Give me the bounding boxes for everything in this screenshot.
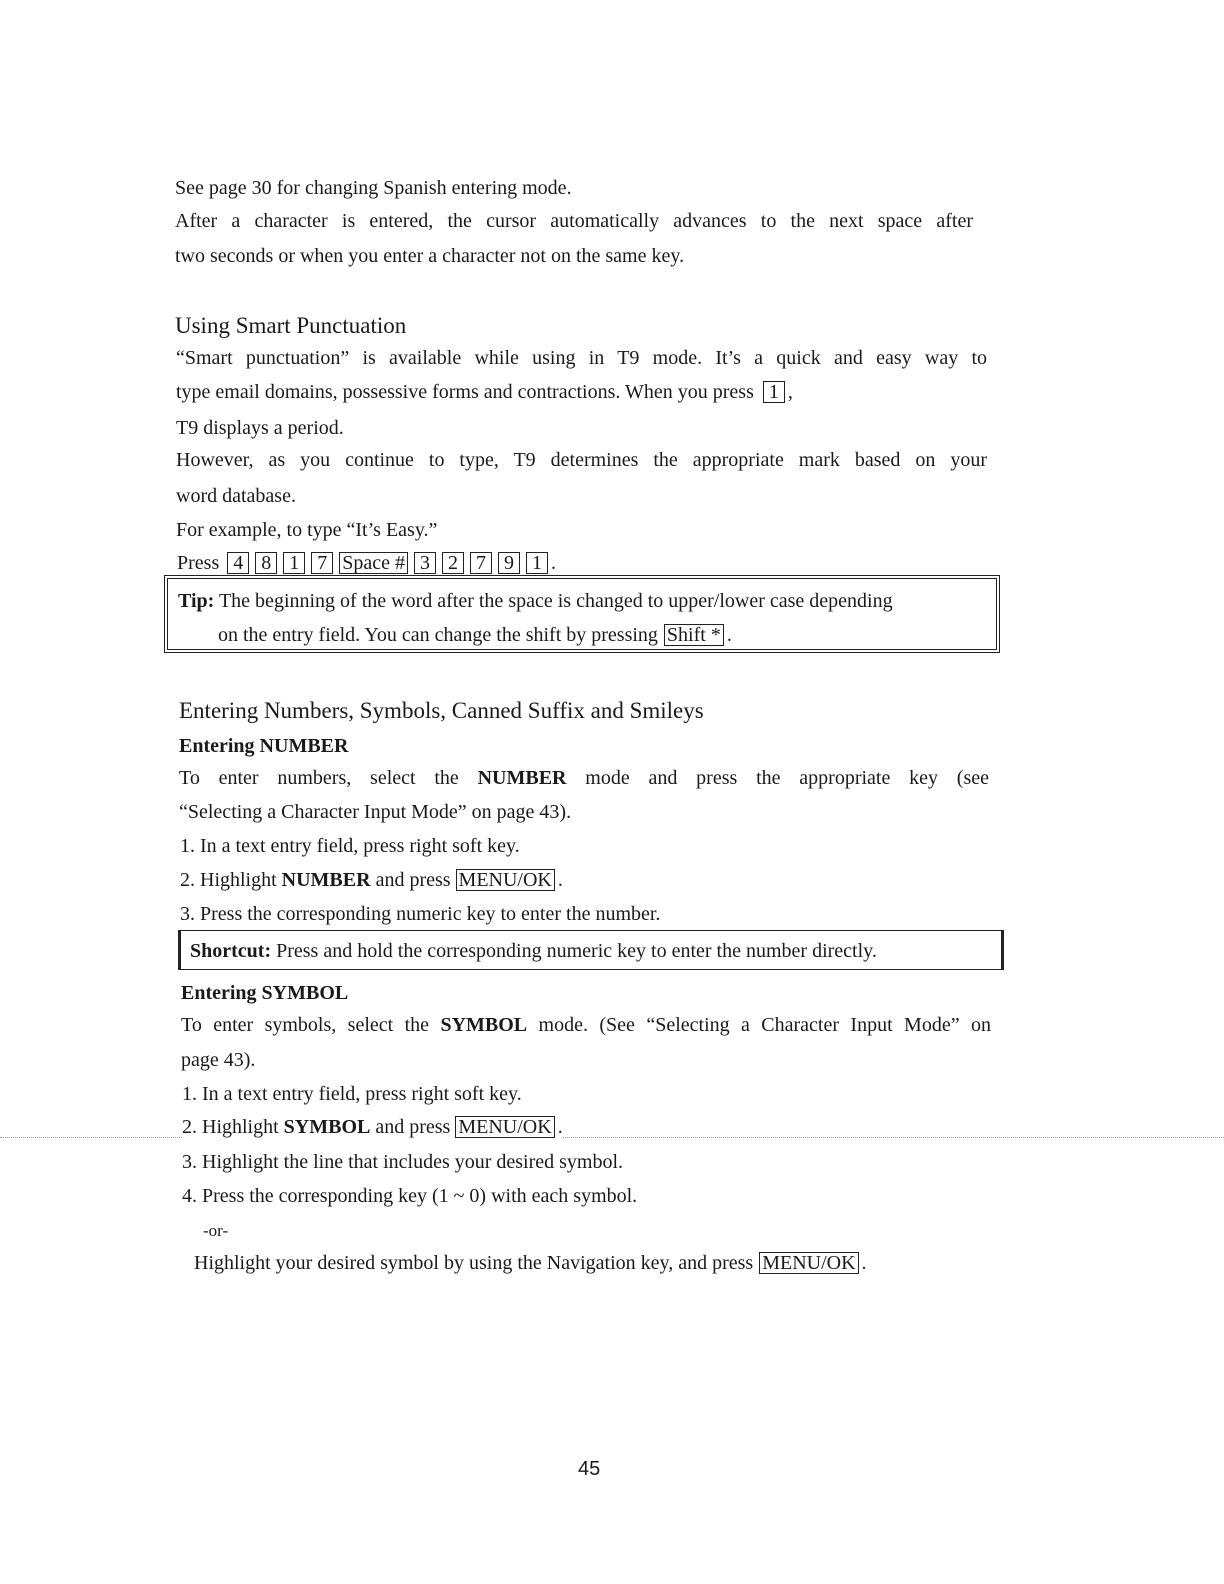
smart-punct-line-2-end: , xyxy=(787,381,793,403)
tip-end: . xyxy=(726,624,732,646)
smart-punctuation-heading: Using Smart Punctuation xyxy=(175,313,407,338)
shift-key-box: Shift * xyxy=(664,624,724,646)
smart-punct-line-2 xyxy=(176,380,793,404)
symbol-alt-line xyxy=(194,1251,867,1275)
symbol-step-2 xyxy=(182,1115,563,1139)
number-step-2-end: . xyxy=(557,869,563,891)
number-para-line-1 xyxy=(179,766,989,790)
key-box: 1 xyxy=(283,552,305,574)
key-1-box: 1 xyxy=(763,381,785,403)
key-sequence-line xyxy=(177,551,556,575)
key-box: 7 xyxy=(470,552,492,574)
symbol-alt-end: . xyxy=(861,1252,867,1274)
key-box: 1 xyxy=(526,552,548,574)
number-mode-bold: NUMBER xyxy=(477,767,567,789)
symbol-para-text-a: To enter symbols, select the xyxy=(181,1014,430,1036)
key-box: 8 xyxy=(255,552,277,574)
symbol-step-4: 4. Press the corresponding key (1 ~ 0) with each symbol. xyxy=(182,1185,638,1207)
entering-heading: Entering Numbers, Symbols, Canned Suffix and Smileys xyxy=(179,698,704,723)
symbol-step-3: 3. Highlight the line that includes your desired symbol. xyxy=(182,1151,624,1173)
intro-line-3: two seconds or when you enter a character not on the same key. xyxy=(175,245,685,267)
key-box: 9 xyxy=(498,552,520,574)
number-step-1: 1. In a text entry field, press right soft key. xyxy=(180,835,520,857)
intro-line-2: After a character is entered, the cursor automatically advances to the next space after xyxy=(175,210,973,232)
shortcut-label: Shortcut: xyxy=(190,940,272,962)
tip-line-2 xyxy=(218,623,732,647)
number-step-2 xyxy=(180,868,563,892)
symbol-step-2-bold: SYMBOL xyxy=(283,1116,371,1138)
page-number: 45 xyxy=(578,1458,601,1480)
key-box: 7 xyxy=(311,552,333,574)
menu-ok-key-box: MENU/OK xyxy=(456,869,555,891)
tip-line-1 xyxy=(178,589,893,613)
symbol-alt-text: Highlight your desired symbol by using the Navigation key, and press xyxy=(194,1252,754,1274)
entering-symbol-subhead: Entering SYMBOL xyxy=(181,982,349,1004)
smart-punct-line-6: For example, to type “It’s Easy.” xyxy=(176,519,438,541)
key-box-space: Space # xyxy=(339,552,408,574)
smart-punct-line-5: word database. xyxy=(176,485,296,507)
symbol-step-2-a: 2. Highlight xyxy=(182,1116,279,1138)
number-para-text-c: mode and press the appropriate key (see xyxy=(585,767,990,789)
press-end: . xyxy=(551,552,556,574)
menu-ok-key-box: MENU/OK xyxy=(455,1116,554,1138)
or-separator: -or- xyxy=(203,1221,229,1240)
number-step-3: 3. Press the corresponding numeric key to enter the number. xyxy=(180,903,661,925)
symbol-step-2-c: and press xyxy=(375,1116,451,1138)
smart-punct-line-2-text: type email domains, possessive forms and contractions. When you press xyxy=(176,381,754,403)
smart-punct-line-1: “Smart punctuation” is available while using in T9 mode. It’s a quick and easy way to xyxy=(176,347,987,369)
tip-text-1: The beginning of the word after the space is changed to upper/lower case depending xyxy=(214,590,893,612)
menu-ok-key-box: MENU/OK xyxy=(759,1252,858,1274)
tip-text-2: on the entry field. You can change the shift by pressing xyxy=(218,624,658,646)
symbol-mode-bold: SYMBOL xyxy=(440,1014,528,1036)
number-step-2-bold: NUMBER xyxy=(281,869,371,891)
key-box: 3 xyxy=(414,552,436,574)
symbol-step-2-end: . xyxy=(557,1116,563,1138)
entering-number-subhead: Entering NUMBER xyxy=(179,735,349,757)
shortcut-text: Press and hold the corresponding numeric key to enter the number directly. xyxy=(271,940,877,962)
tip-label: Tip: xyxy=(178,590,215,612)
shortcut-line xyxy=(190,939,877,963)
intro-line-1: See page 30 for changing Spanish entering mode. xyxy=(175,177,572,199)
symbol-para-line-2: page 43). xyxy=(181,1049,256,1071)
number-para-line-2: “Selecting a Character Input Mode” on page 43). xyxy=(179,801,572,823)
number-step-2-c: and press xyxy=(375,869,451,891)
number-step-2-a: 2. Highlight xyxy=(180,869,277,891)
number-para-text-a: To enter numbers, select the xyxy=(179,767,459,789)
symbol-para-line-1 xyxy=(181,1013,991,1037)
smart-punct-line-4: However, as you continue to type, T9 determines the appropriate mark based on your xyxy=(176,449,987,471)
press-label: Press xyxy=(177,552,220,574)
key-box: 4 xyxy=(227,552,249,574)
key-box: 2 xyxy=(442,552,464,574)
smart-punct-line-3: T9 displays a period. xyxy=(176,417,344,439)
symbol-para-text-c: mode. (See “Selecting a Character Input Mode” on xyxy=(538,1014,991,1036)
symbol-step-1: 1. In a text entry field, press right soft key. xyxy=(182,1083,522,1105)
